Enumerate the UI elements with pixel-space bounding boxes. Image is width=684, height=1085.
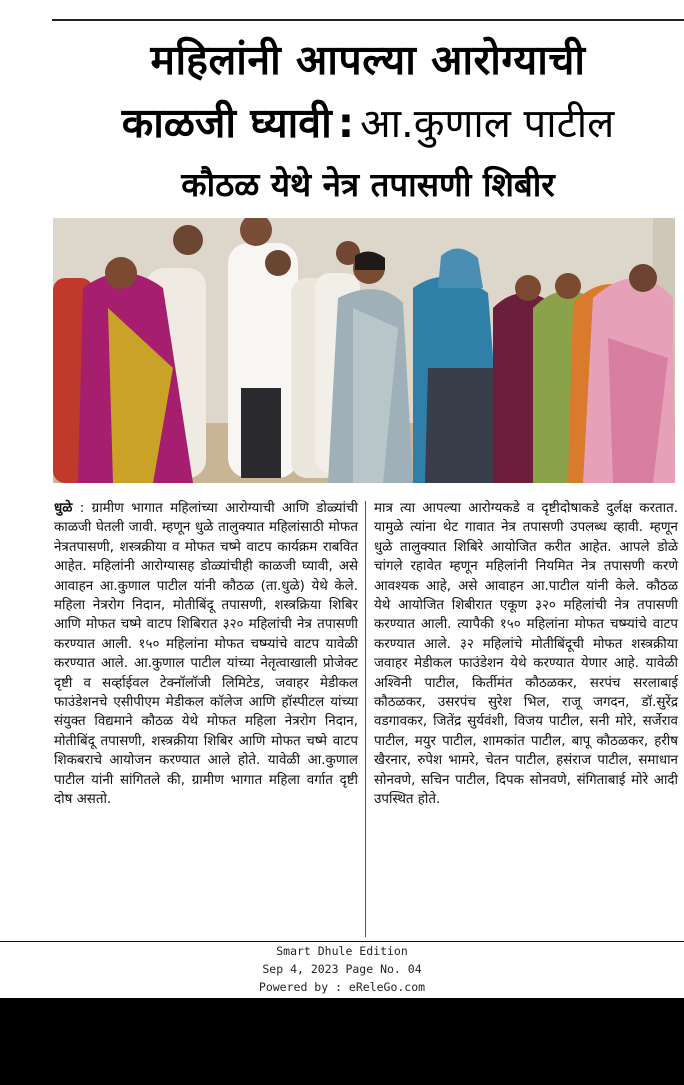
article-column-right: [374, 499, 678, 810]
left-column-text: : ग्रामीण भागात महिलांच्या आरोग्याची आणि डोळ्यांची काळजी घेतली जावी. म्हणून धुळे तालुक्यात महिलांसाठी मोफत नेत्रतपासणी, शस्त्रक्रीया व मोफत चष्मे वाटप कार्यक्रम राबवित आहेत. महिलांनी आरोग्यासह डोळ्यांचीही काळजी घ्यावी, असे आवाहन आ.कुणाल पाटील यांनी कौठळ (ता.धुळे) येथे केले. महिला नेत्ररोग निदान, मोतीबिंदू तपासणी, शस्त्रक्रिया शिबिर आणि मोफत चष्मे वाटप शिबिरात ३२० महिलांची नेत्र तपासणी करण्यात आली. १५० महिलांना मोफत चष्म्यांचे वाटप यावेळी करण्यात आले. आ.कुणाल पाटील यांच्या नेतृत्वाखाली प्रोजेक्ट दृष्टी व सर्व्हाईवल टेक्नॉलॉजी लिमिटेड, जवाहर मेडीकल फाउंडेशनचे एसीपीएम मेडीकल कॉलेज आणि हॉस्पीटल यांच्या संयुक्त विद्यमाने कौठळ येथे मोफत महिला नेत्ररोग निदान, मोतीबिंदू तपासणी, शस्त्रक्रीया शिबिर आणि मोफत चष्मे वाटप शिकबराचे आयोजन करण्यात आले होते. यावेळी आ.कुणाल पाटील यांनी सांगितले की, ग्रामीण भागात महिला वर्गात दृष्टी दोष असतो.: [54, 501, 358, 808]
headline-line-1: महिलांनी आपल्या आरोग्याची: [150, 36, 586, 84]
column-divider: [365, 501, 366, 937]
headline-line-2: [52, 99, 684, 147]
right-column-text: मात्र त्या आपल्या आरोग्यकडे व दृष्टीदोषाकडे दुर्लक्ष करतात. यामुळे त्यांना थेट गावात नेत्र तपासणी उपलब्ध व्हावी. म्हणून धुळे तालुक्यात शिबिरे आयोजित करीत आहेत. आपले डोळे चांगले रहावेत म्हणून महिलांनी नियमित नेत्र तपासणी करणे आवश्यक आहे, असे आवाहन आ.पाटील यांनी केले. कौठळ येथे आयोजित शिबीरात एकूण ३२० महिलांची नेत्र तपासणी करण्यात आली. त्यापैकी १५० महिलांना मोफत चष्म्यांचे वाटप करण्यात आले. ३२ महिलांचे मोतीबिंदूची मोफत शस्त्रक्रीया जवाहर मेडीकल फाउंडेशन येथे करण्यात येणार आहे. यावेळी अश्विनी पाटील, किर्तीमंत कौठळकर, सरपंच सरलाबाई कौठळकर, उसरपंच सुरेश भिल, राजू जगदन, डॉ.सुरेंद्र वडगावकर, जितेंद्र सुर्यवंशी, विजय पाटील, सनी मोरे, सर्जेराव पाटील, मयुर पाटील, शामकांत पाटील, बापू कौठळकर, हरीष खैरनार, रुपेश भामरे, चेतन पाटील, हसंराज पाटील, समाधान सोनवणे, सचिन पाटील, दिपक सोनवणे, संगिताबाई मोरे आदी उपस्थित होते.: [374, 501, 678, 808]
dateline: धुळे: [54, 501, 73, 516]
footer-date-page: Sep 4, 2023 Page No. 04: [262, 962, 422, 976]
bottom-rule: [0, 941, 684, 942]
top-rule: [52, 19, 684, 21]
headline-name: आ.कुणाल पाटील: [360, 101, 615, 147]
footer-edition: Smart Dhule Edition: [276, 944, 408, 958]
left-column-paragraph: [54, 499, 358, 810]
article-column-left: [54, 499, 358, 810]
article-body: [52, 499, 684, 941]
news-photo: [53, 218, 675, 483]
headline-separator: :: [337, 99, 355, 147]
news-photo-illustration: [53, 218, 675, 483]
subheadline: कौठळ येथे नेत्र तपासणी शिबीर: [181, 165, 555, 204]
footer-powered-by: Powered by : eReleGo.com: [258, 980, 426, 994]
headline-line-2-bold: काळजी घ्यावी: [121, 99, 332, 147]
